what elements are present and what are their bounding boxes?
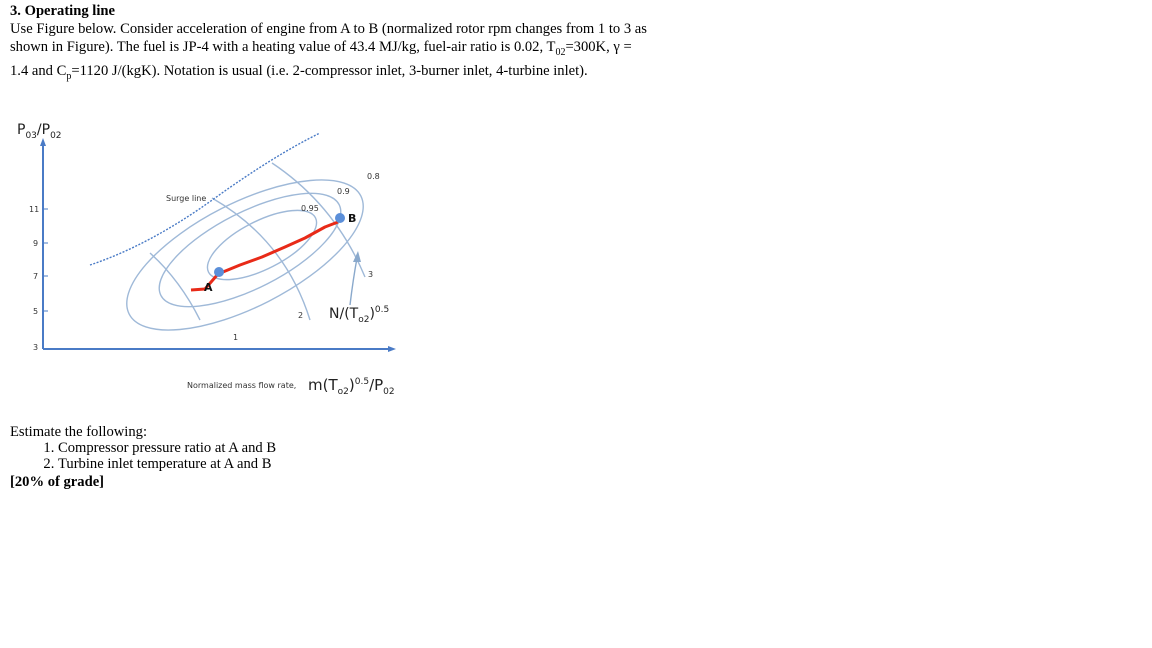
efficiency-contours [106, 150, 385, 361]
compressor-map-figure [0, 110, 420, 410]
question-heading: 3. Operating line [10, 3, 115, 19]
surge-line-label: Surge line [166, 194, 207, 203]
point-a-marker [214, 267, 224, 277]
point-b-marker [335, 213, 345, 223]
efficiency-label-0.95: 0.95 [301, 204, 319, 213]
speed-label-1: 1 [233, 333, 239, 342]
speed-lines [150, 163, 365, 320]
point-a-label: A [204, 281, 213, 294]
question-block [10, 3, 650, 86]
cp-subscript: p [66, 70, 72, 82]
speed-label-3: 3 [368, 270, 374, 279]
question-text-part-2: =300K, γ = 1.4 and C [10, 39, 632, 79]
question-text-part-1: Use Figure below. Consider acceleration of engine from A to B (normalized rotor rpm changes from 1 to 3 as shown in Figure). The fuel is JP-4 with a heating value of 43.4 MJ/kg, fuel-air ratio is 0.02, T [10, 21, 647, 55]
speed-label-2: 2 [298, 311, 304, 320]
y-tick-9: 9 [33, 239, 39, 248]
estimate-item: 2. Turbine inlet temperature at A and B [58, 456, 276, 472]
estimate-block [10, 424, 276, 490]
estimate-list [10, 440, 276, 472]
speed-line-1 [150, 253, 200, 320]
efficiency-contour-0.8 [106, 150, 385, 361]
y-axis-label: $P_{03}/P_{02}$ [17, 122, 62, 141]
grade-label: [20% of grade] [10, 474, 105, 490]
x-axis-caption: Normalized mass flow rate, [187, 381, 297, 390]
estimate-intro: Estimate the following: [10, 424, 147, 440]
x-axis-arrow [388, 346, 396, 352]
question-text [10, 20, 650, 86]
point-b-label: B [348, 212, 357, 225]
y-tick-7: 7 [33, 272, 39, 281]
y-tick-11: 11 [29, 205, 40, 214]
t02-subscript: 02 [555, 46, 566, 58]
estimate-item: 1. Compressor pressure ratio at A and B [58, 440, 276, 456]
x-axis-label: $m(T_{o2})^{0.5}/P_{02}$ [308, 376, 395, 397]
y-tick-5: 5 [33, 307, 39, 316]
speed-axis-label: $N/(T_{o2})^{0.5}$ [329, 305, 390, 325]
speed-line-2 [212, 198, 310, 320]
efficiency-label-0.8: 0.8 [367, 172, 380, 181]
question-text-part-3: =1120 J/(kgK). Notation is usual (i.e. 2-compressor inlet, 3-burner inlet, 4-turbine inlet). [71, 62, 588, 79]
operating-line [191, 222, 338, 290]
y-axis-arrow [40, 138, 46, 146]
y-tick-3: 3 [33, 343, 39, 352]
speed-arrow [350, 258, 357, 305]
efficiency-label-0.9: 0.9 [337, 187, 350, 196]
